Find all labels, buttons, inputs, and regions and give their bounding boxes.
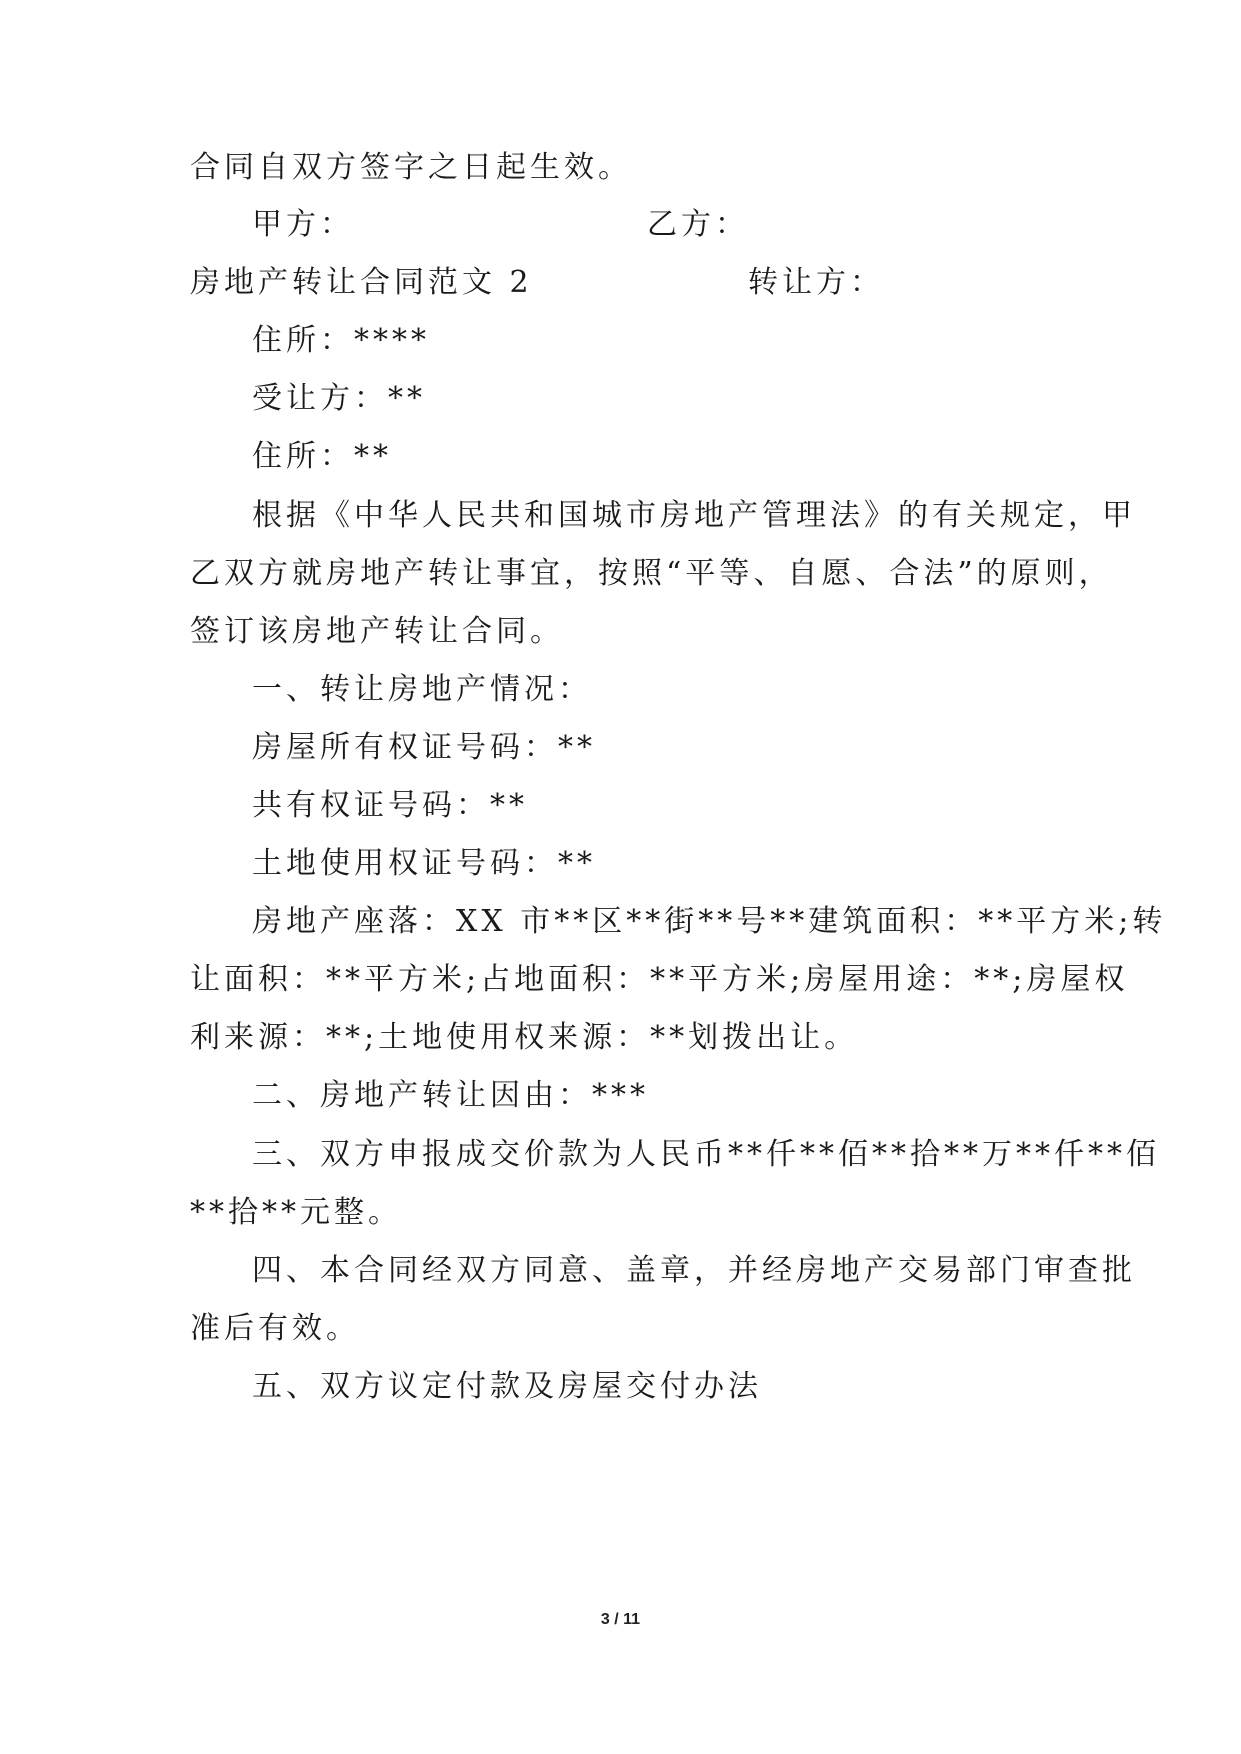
paragraph-line: 三、双方申报成交价款为人民币**仟**佰**拾**万**仟**佰	[252, 1137, 1160, 1172]
clause-heading: 五、双方议定付款及房屋交付办法	[252, 1369, 762, 1404]
paragraph-line: 准后有效。	[190, 1311, 360, 1346]
co-ownership-cert-number: 共有权证号码：**	[252, 788, 528, 823]
transferee-address: 住所：**	[252, 439, 392, 474]
party-b-label: 乙方：	[647, 207, 749, 242]
paragraph-line: 房地产座落：XX 市**区**街**号**建筑面积：**平方米;转	[252, 904, 1167, 939]
land-use-cert-number: 土地使用权证号码：**	[252, 846, 596, 881]
ownership-cert-number: 房屋所有权证号码：**	[252, 730, 596, 765]
paragraph-line: 利来源：**;土地使用权来源：**划拨出让。	[190, 1020, 859, 1055]
transferor-label: 转让方：	[748, 265, 884, 300]
document-title: 房地产转让合同范文 2	[190, 265, 533, 300]
party-a-label: 甲方：	[252, 207, 354, 242]
paragraph-line: 根据《中华人民共和国城市房地产管理法》的有关规定，甲	[252, 498, 1136, 533]
paragraph-line: 四、本合同经双方同意、盖章，并经房地产交易部门审查批	[252, 1253, 1136, 1288]
page-number: 3 / 11	[600, 1611, 641, 1628]
clause-heading: 二、房地产转让因由：***	[252, 1078, 649, 1113]
transferor-address: 住所：****	[252, 323, 430, 358]
paragraph-line: **拾**元整。	[190, 1195, 402, 1230]
clause-heading: 一、转让房地产情况：	[252, 672, 592, 707]
paragraph-line: 让面积：**平方米;占地面积：**平方米;房屋用途：**;房屋权	[190, 962, 1129, 997]
contract-effective-clause: 合同自双方签字之日起生效。	[190, 150, 632, 185]
signature-line	[252, 205, 1132, 245]
section-title-line	[190, 263, 1070, 303]
transferee: 受让方：**	[252, 381, 426, 416]
paragraph-line: 签订该房地产转让合同。	[190, 614, 564, 649]
paragraph-line: 乙双方就房地产转让事宜，按照“平等、自愿、合法”的原则，	[190, 556, 1113, 591]
